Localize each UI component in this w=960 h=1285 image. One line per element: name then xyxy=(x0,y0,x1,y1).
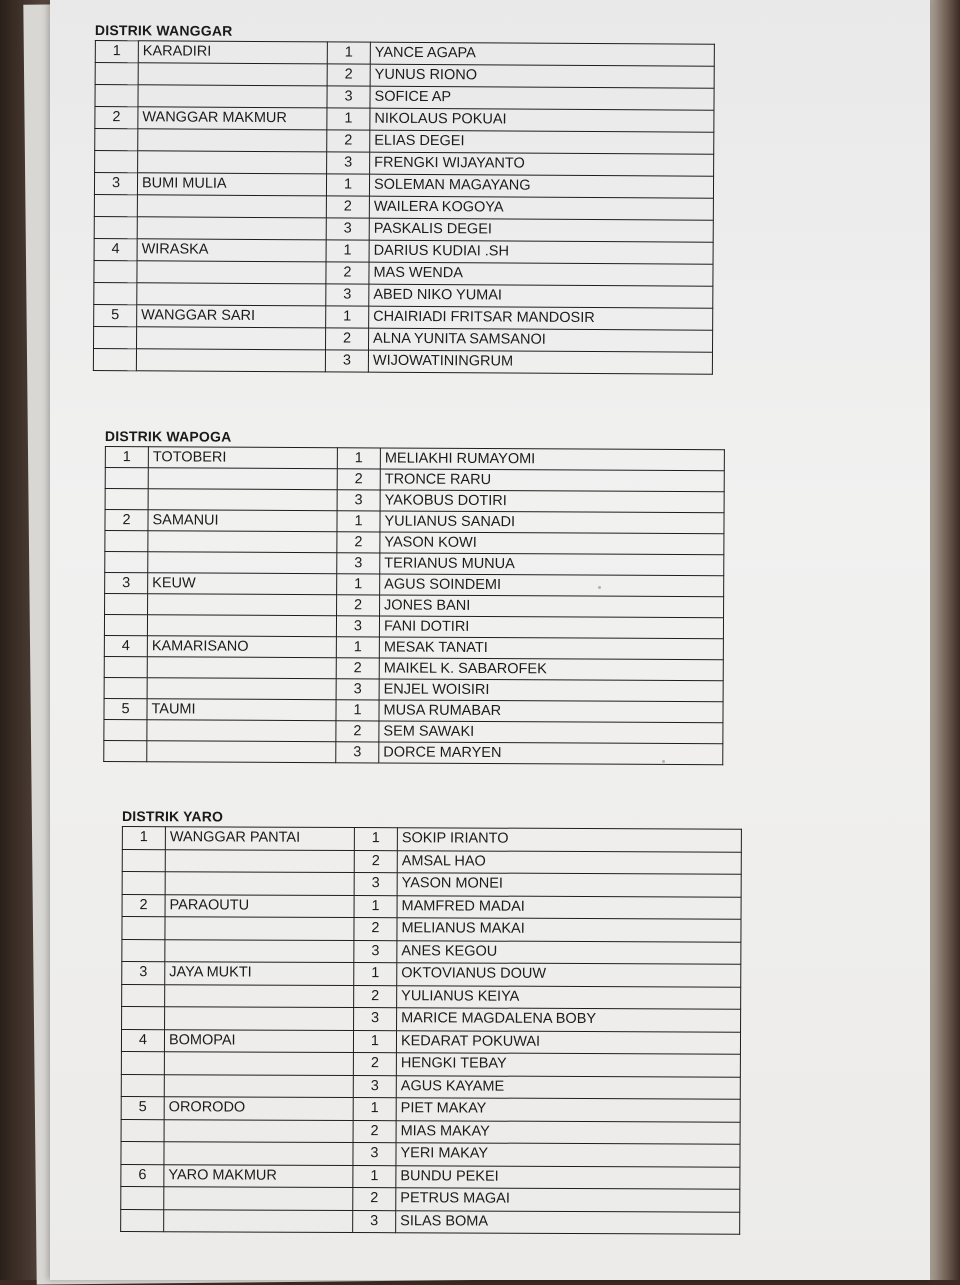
candidate-name: ABED NIKO YUMAI xyxy=(369,284,713,308)
candidate-name: MIAS MAKAY xyxy=(396,1120,740,1144)
candidate-rank: 2 xyxy=(336,658,379,679)
village-name: PARAOUTU xyxy=(165,894,354,917)
candidate-rank: 3 xyxy=(353,1075,396,1098)
candidate-name: DORCE MARYEN xyxy=(379,742,723,765)
candidate-name: MAS WENDA xyxy=(369,262,713,286)
table-row xyxy=(121,1096,740,1121)
village-name xyxy=(165,872,354,895)
table-row xyxy=(122,917,741,942)
village-name: KAMARISANO xyxy=(147,636,336,658)
table-row xyxy=(121,1119,740,1144)
candidate-rank: 2 xyxy=(337,532,380,553)
village-name: ORORODO xyxy=(164,1097,353,1120)
candidate-name: CHAIRIADI FRITSAR MANDOSIR xyxy=(369,306,713,330)
candidate-rank: 3 xyxy=(354,873,397,896)
candidate-name: SOLEMAN MAGAYANG xyxy=(369,174,713,198)
candidate-name: AGUS SOINDEMI xyxy=(380,574,724,597)
village-number xyxy=(121,1209,164,1232)
village-number: 1 xyxy=(105,447,148,468)
candidate-rank: 1 xyxy=(326,306,369,328)
table-row xyxy=(122,939,741,964)
candidate-rank: 1 xyxy=(327,42,370,64)
village-number xyxy=(105,468,148,489)
village-number xyxy=(104,615,147,636)
village-number xyxy=(94,326,137,348)
village-number: 1 xyxy=(122,827,165,850)
village-name: WANGGAR PANTAI xyxy=(165,827,354,850)
candidate-rank: 3 xyxy=(326,284,369,306)
table-row xyxy=(122,849,741,874)
table-row xyxy=(121,1141,740,1166)
village-name xyxy=(137,283,326,306)
candidate-name: NIKOLAUS POKUAI xyxy=(370,108,714,132)
candidate-name: WIJOWATININGRUM xyxy=(368,350,712,374)
district-table xyxy=(120,826,742,1235)
candidate-name: PIET MAKAY xyxy=(396,1098,740,1122)
table-row xyxy=(94,173,713,199)
candidate-name: FRENGKI WIJAYANTO xyxy=(370,152,714,176)
village-number xyxy=(121,1074,164,1097)
district-title: DISTRIK WAPOGA xyxy=(104,428,232,445)
candidate-rank: 1 xyxy=(337,511,380,532)
village-name xyxy=(164,1209,353,1232)
candidate-name: SOKIP IRIANTO xyxy=(397,828,741,852)
table-row xyxy=(122,894,741,919)
candidate-rank: 3 xyxy=(336,742,379,763)
candidate-name: KEDARAT POKUWAI xyxy=(396,1030,740,1054)
candidate-rank: 3 xyxy=(337,553,380,574)
table-row xyxy=(95,107,714,133)
candidate-rank: 3 xyxy=(336,616,379,637)
candidate-name: YERI MAKAY xyxy=(396,1143,740,1167)
village-number: 1 xyxy=(95,41,138,63)
village-number xyxy=(94,194,137,216)
candidate-rank: 1 xyxy=(326,174,369,196)
candidate-rank: 2 xyxy=(327,64,370,86)
district-title: DISTRIK WANGGAR xyxy=(94,22,233,39)
district-section-wanggar xyxy=(93,22,715,375)
village-number xyxy=(121,1051,164,1074)
candidate-rank: 1 xyxy=(337,448,380,469)
table-row xyxy=(121,1029,740,1054)
candidate-rank: 3 xyxy=(337,490,380,511)
village-number xyxy=(122,939,165,962)
village-number xyxy=(94,260,137,282)
village-number xyxy=(95,63,138,85)
candidate-name: MELIAKHI RUMAYOMI xyxy=(380,448,724,471)
candidate-rank: 3 xyxy=(336,679,379,700)
candidate-name: SILAS BOMA xyxy=(396,1210,740,1234)
village-name: SAMANUI xyxy=(148,510,337,532)
village-name: BOMOPAI xyxy=(164,1029,353,1052)
candidate-rank: 1 xyxy=(353,1098,396,1121)
candidate-name: ELIAS DEGEI xyxy=(370,130,714,154)
candidate-name: FANI DOTIRI xyxy=(379,616,723,639)
village-number xyxy=(95,85,138,107)
candidate-name: YASON MONEI xyxy=(397,873,741,897)
village-name xyxy=(138,85,327,108)
candidate-name: MELIANUS MAKAI xyxy=(397,918,741,942)
candidate-name: ANES KEGOU xyxy=(397,940,741,964)
village-name: TAUMI xyxy=(147,699,336,721)
village-name xyxy=(148,468,337,490)
village-name xyxy=(137,195,326,218)
table-row xyxy=(121,1186,740,1211)
candidate-rank: 1 xyxy=(354,963,397,986)
candidate-rank: 1 xyxy=(326,240,369,262)
candidate-rank: 3 xyxy=(353,1143,396,1166)
candidate-rank: 3 xyxy=(325,350,368,372)
table-row xyxy=(94,304,713,330)
candidate-name: AMSAL HAO xyxy=(397,850,741,874)
village-name xyxy=(165,1007,354,1030)
table-row xyxy=(122,962,741,987)
table-row xyxy=(104,740,723,764)
table-row xyxy=(121,1164,740,1189)
village-name xyxy=(164,1142,353,1165)
candidate-name: YULIANUS SANADI xyxy=(380,511,724,534)
village-name xyxy=(164,1119,353,1142)
candidate-rank: 2 xyxy=(354,985,397,1008)
candidate-rank: 2 xyxy=(336,721,379,742)
table-row xyxy=(122,984,741,1009)
table-row xyxy=(105,510,724,534)
candidate-name: MESAK TANATI xyxy=(379,637,723,660)
candidate-rank: 2 xyxy=(327,130,370,152)
village-name: YARO MAKMUR xyxy=(164,1164,353,1187)
village-number xyxy=(104,740,147,761)
village-number: 5 xyxy=(121,1096,164,1119)
village-number xyxy=(104,656,147,677)
candidate-rank: 2 xyxy=(326,328,369,350)
village-number xyxy=(95,151,138,173)
candidate-rank: 1 xyxy=(354,828,397,851)
candidate-rank: 1 xyxy=(327,108,370,130)
village-name xyxy=(136,349,325,372)
village-name xyxy=(138,63,327,86)
village-name xyxy=(147,615,336,637)
village-number: 5 xyxy=(104,698,147,719)
village-number xyxy=(121,1119,164,1142)
candidate-name: MAIKEL K. SABAROFEK xyxy=(379,658,723,681)
candidate-name: WAILERA KOGOYA xyxy=(369,196,713,220)
village-number: 4 xyxy=(94,238,137,260)
village-number: 4 xyxy=(104,635,147,656)
candidate-rank: 3 xyxy=(353,1210,396,1233)
village-name xyxy=(164,1187,353,1210)
village-name: BUMI MULIA xyxy=(137,173,326,196)
village-number xyxy=(121,1141,164,1164)
village-name xyxy=(147,678,336,700)
village-name xyxy=(164,1074,353,1097)
village-number xyxy=(104,719,147,740)
candidate-name: MARICE MAGDALENA BOBY xyxy=(397,1008,741,1032)
village-number xyxy=(122,984,165,1007)
village-number: 3 xyxy=(105,573,148,594)
table-row xyxy=(121,1074,740,1099)
village-name xyxy=(165,939,354,962)
candidate-name: JONES BANI xyxy=(380,595,724,618)
district-table xyxy=(103,446,725,765)
village-name xyxy=(137,327,326,350)
candidate-name: YULIANUS KEIYA xyxy=(397,985,741,1009)
village-name: JAYA MUKTI xyxy=(165,962,354,985)
candidate-rank: 1 xyxy=(336,700,379,721)
candidate-rank: 2 xyxy=(337,595,380,616)
candidate-rank: 2 xyxy=(353,1120,396,1143)
village-name xyxy=(147,720,336,742)
village-name xyxy=(137,217,326,240)
candidate-name: SEM SAWAKI xyxy=(379,721,723,744)
candidate-rank: 3 xyxy=(326,218,369,240)
district-table xyxy=(93,40,715,375)
candidate-name: PASKALIS DEGEI xyxy=(369,218,713,242)
candidate-rank: 1 xyxy=(354,895,397,918)
candidate-rank: 1 xyxy=(353,1165,396,1188)
candidate-rank: 2 xyxy=(354,918,397,941)
candidate-rank: 2 xyxy=(354,850,397,873)
candidate-name: YASON KOWI xyxy=(380,532,724,555)
village-name xyxy=(165,917,354,940)
table-row xyxy=(122,827,741,852)
candidate-rank: 3 xyxy=(354,1008,397,1031)
village-number: 3 xyxy=(122,962,165,985)
village-number: 3 xyxy=(94,173,137,195)
village-name xyxy=(165,984,354,1007)
village-name xyxy=(137,261,326,284)
district-title: DISTRIK YARO xyxy=(121,808,224,825)
village-name: KEUW xyxy=(148,573,337,595)
village-name xyxy=(147,741,336,763)
village-number: 5 xyxy=(94,304,137,326)
village-number: 4 xyxy=(121,1029,164,1052)
village-number xyxy=(105,531,148,552)
table-row xyxy=(95,41,714,67)
table-row xyxy=(121,1209,740,1234)
district-section-wapoga xyxy=(103,428,725,765)
candidate-name: MAMFRED MADAI xyxy=(397,895,741,919)
candidate-rank: 3 xyxy=(354,940,397,963)
village-name: WANGGAR SARI xyxy=(137,305,326,328)
village-number: 6 xyxy=(121,1164,164,1187)
candidate-rank: 1 xyxy=(336,637,379,658)
candidate-name: TRONCE RARU xyxy=(380,469,724,492)
candidate-rank: 2 xyxy=(353,1053,396,1076)
table-row xyxy=(105,447,724,471)
candidate-name: PETRUS MAGAI xyxy=(396,1188,740,1212)
village-name xyxy=(138,129,327,152)
village-name: WIRASKA xyxy=(137,239,326,262)
district-section-yaro xyxy=(120,808,742,1235)
table-row xyxy=(122,872,741,897)
table-row xyxy=(121,1051,740,1076)
candidate-name: SOFICE AP xyxy=(370,86,714,110)
candidate-name: OKTOVIANUS DOUW xyxy=(397,963,741,987)
village-number xyxy=(122,849,165,872)
village-name: WANGGAR MAKMUR xyxy=(138,107,327,130)
village-number xyxy=(122,917,165,940)
table-row xyxy=(93,348,712,374)
candidate-name: AGUS KAYAME xyxy=(396,1075,740,1099)
village-number: 2 xyxy=(122,894,165,917)
village-number xyxy=(105,552,148,573)
candidate-name: DARIUS KUDIAI .SH xyxy=(369,240,713,264)
village-number xyxy=(122,1007,165,1030)
candidate-name: BUNDU PEKEI xyxy=(396,1165,740,1189)
village-number xyxy=(121,1186,164,1209)
table-row xyxy=(94,238,713,264)
village-name xyxy=(148,489,337,511)
candidate-rank: 3 xyxy=(327,86,370,108)
candidate-rank: 1 xyxy=(353,1030,396,1053)
table-row xyxy=(104,635,723,659)
candidate-rank: 2 xyxy=(353,1188,396,1211)
village-name: KARADIRI xyxy=(138,41,327,64)
candidate-name: ENJEL WOISIRI xyxy=(379,679,723,702)
village-number xyxy=(93,348,136,370)
village-name xyxy=(148,594,337,616)
village-name xyxy=(148,531,337,553)
village-number xyxy=(95,129,138,151)
village-name xyxy=(164,1052,353,1075)
village-name xyxy=(138,151,327,174)
candidate-rank: 1 xyxy=(337,574,380,595)
village-number xyxy=(104,677,147,698)
candidate-rank: 2 xyxy=(326,196,369,218)
candidate-name: YUNUS RIONO xyxy=(370,64,714,88)
candidate-name: TERIANUS MUNUA xyxy=(380,553,724,576)
table-row xyxy=(122,1007,741,1032)
village-name: TOTOBERI xyxy=(148,447,337,469)
village-number xyxy=(94,282,137,304)
village-number: 2 xyxy=(95,107,138,129)
village-number xyxy=(105,489,148,510)
village-number xyxy=(105,594,148,615)
candidate-rank: 2 xyxy=(326,262,369,284)
village-name xyxy=(165,849,354,872)
village-name xyxy=(148,552,337,574)
candidate-name: MUSA RUMABAR xyxy=(379,700,723,723)
candidate-name: ALNA YUNITA SAMSANOI xyxy=(369,328,713,352)
village-number xyxy=(94,216,137,238)
candidate-name: HENGKI TEBAY xyxy=(396,1053,740,1077)
candidate-name: YANCE AGAPA xyxy=(370,42,714,66)
village-number: 2 xyxy=(105,510,148,531)
candidate-rank: 3 xyxy=(327,152,370,174)
village-number xyxy=(122,872,165,895)
candidate-rank: 2 xyxy=(337,469,380,490)
village-name xyxy=(147,657,336,679)
candidate-name: YAKOBUS DOTIRI xyxy=(380,490,724,513)
